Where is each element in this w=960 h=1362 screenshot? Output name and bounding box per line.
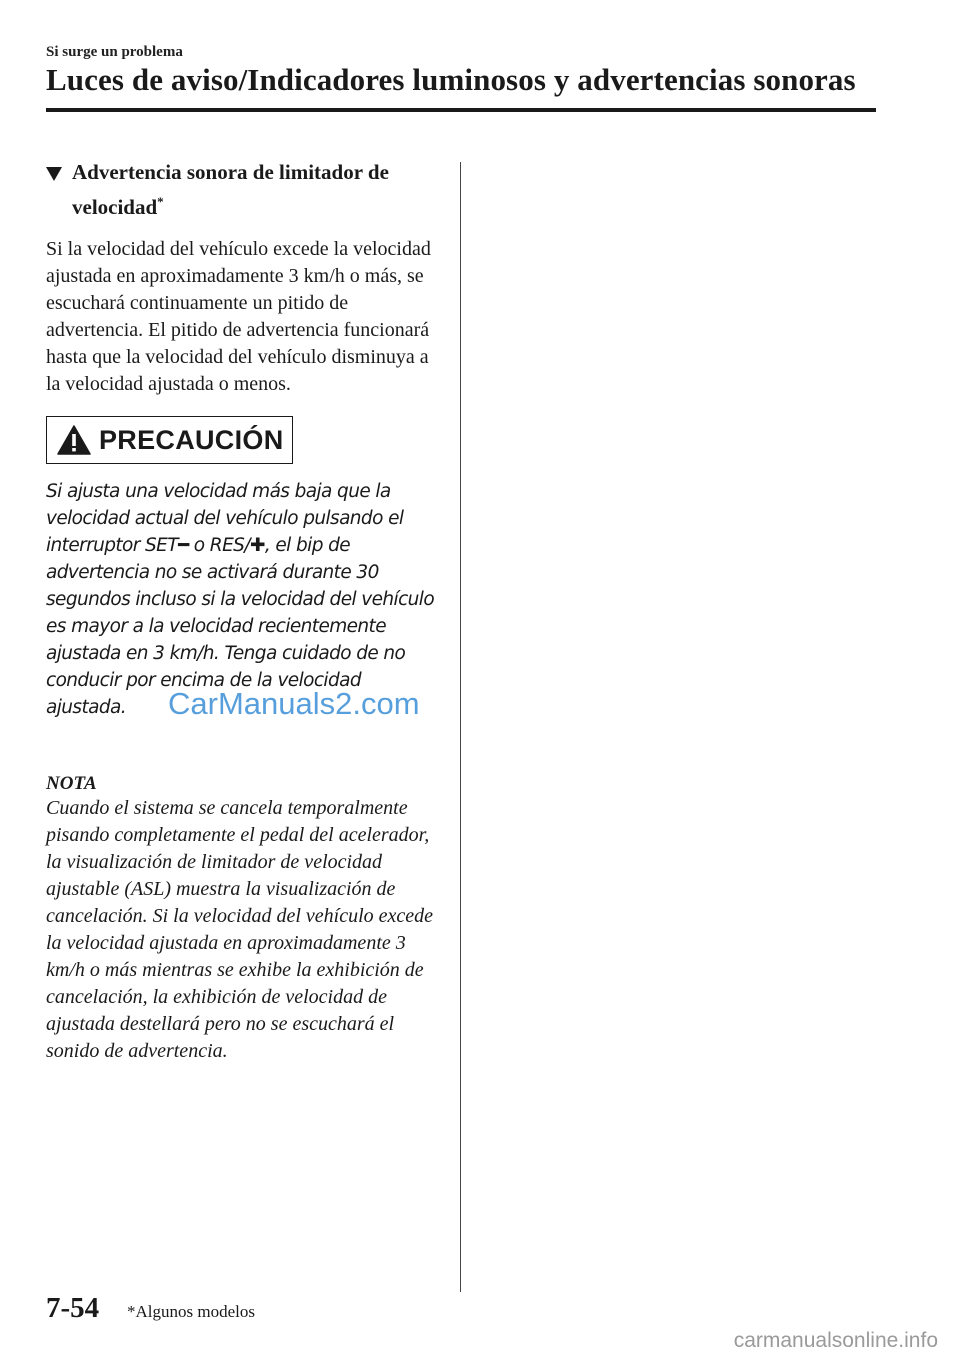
note-text: Cuando el sistema se cancela temporalmente pisando completamente el pedal del acelerador, la visualización de limitador de velocidad ajustable (ASL) muestra la visualización de cancelación. Si la velocidad del vehículo excede la velocidad ajustada en aproximadamente 3 km/h o más mientras se exhibe la exhibición de cancelación, la exhibición de velocidad de ajustada destellará pero no se escuchará el sonido de advertencia. [46, 797, 434, 1062]
footnote: *Algunos modelos [127, 1302, 255, 1321]
caution-text-part2: o RES/ [188, 535, 250, 556]
column-divider [460, 162, 461, 1292]
note-label: NOTA [46, 773, 97, 794]
chapter-title: Luces de aviso/Indicadores luminosos y advertencias sonoras [46, 62, 856, 97]
plus-icon: ✚ [249, 535, 265, 556]
footnote-marker: * [157, 194, 164, 209]
section-label: Si surge un problema [46, 44, 183, 60]
caution-box [46, 416, 293, 464]
caution-text-part1: Si ajusta una velocidad más baja que la velocidad actual del vehículo pulsando el interruptor SET [46, 481, 404, 556]
caution-label: PRECAUCIÓN [99, 424, 284, 455]
body-paragraph: Si la velocidad del vehículo excede la velocidad ajustada en aproximadamente 3 km/h o más, se escuchará continuamente un pitido de advertencia. El pitido de advertencia funcionará hasta que la velocidad del vehículo disminuya a la velocidad ajustada o menos. [46, 238, 431, 395]
left-column [46, 158, 438, 1065]
caution-text-part3: , el bip de advertencia no se activará durante 30 segundos incluso si la velocidad del vehículo es mayor a la velocidad recientemente ajustada en 3 km/h. Tenga cuidado de no conducir por encima de la velocidad ajustada. [46, 535, 435, 718]
subheading-text: Advertencia sonora de limitador de velocidad [72, 160, 389, 219]
subheading [46, 158, 438, 222]
header-rule [46, 108, 876, 112]
site-footer: carmanualsonline.info [733, 1329, 938, 1352]
warning-triangle-icon [57, 425, 91, 455]
triangle-down-icon [46, 167, 62, 181]
caution-text [46, 478, 438, 721]
minus-icon: ━ [177, 535, 189, 556]
page-number: 7-54 [46, 1292, 100, 1324]
watermark: CarManuals2.com [168, 686, 420, 721]
